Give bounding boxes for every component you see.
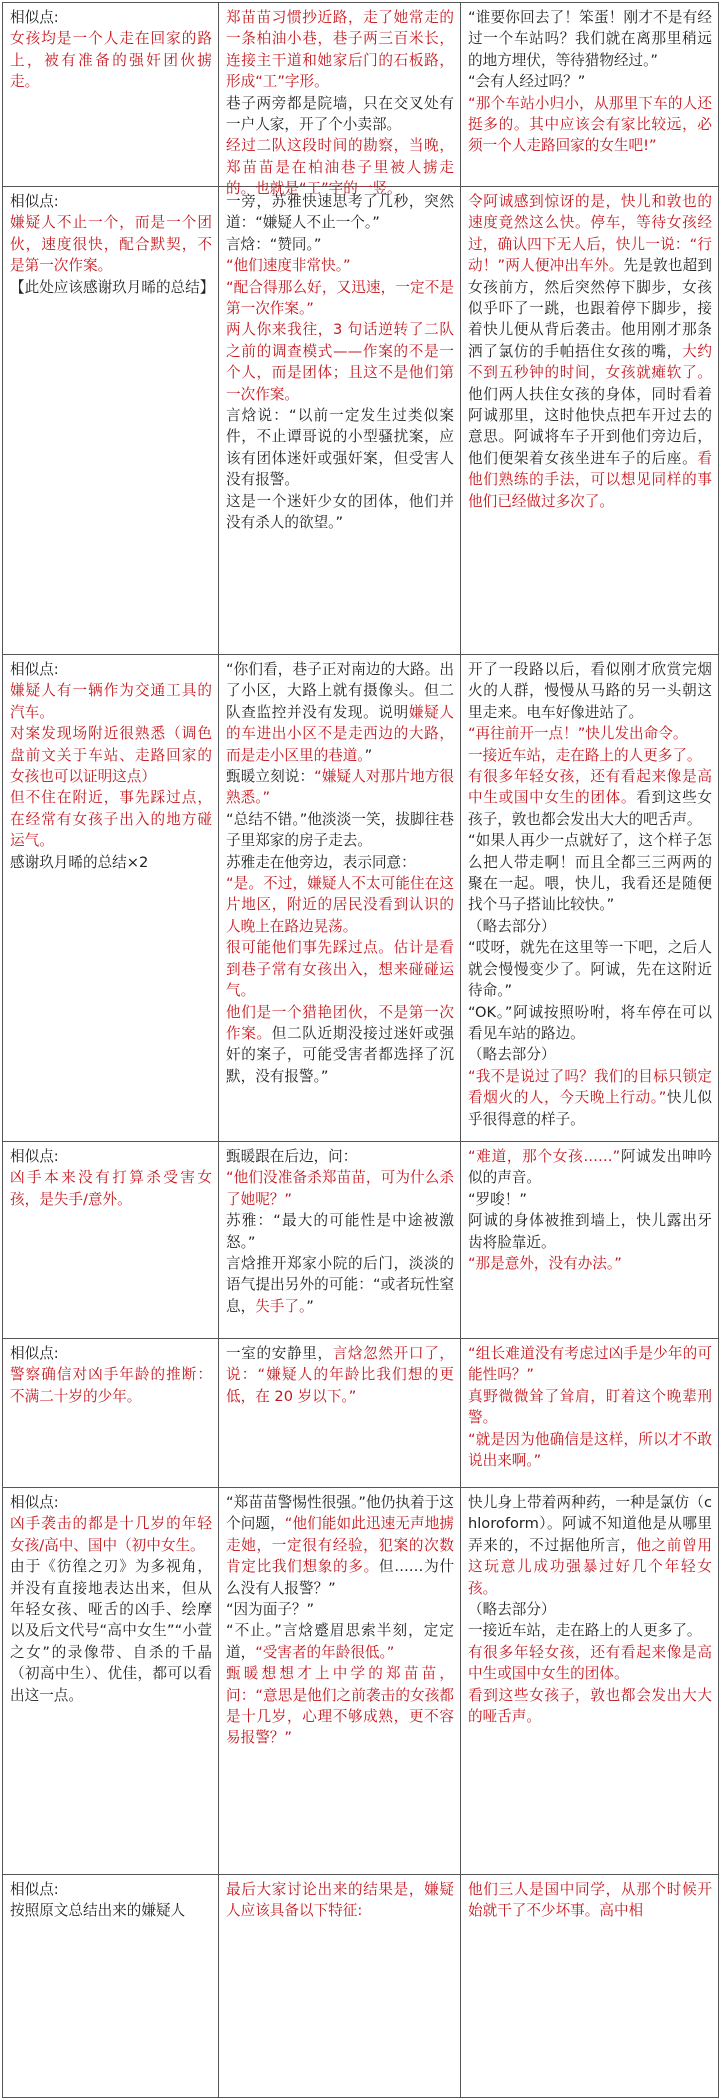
text-span: 言焓推开郑家小院的后门，淡淡的语气提出另外的可能：“或者玩性窒息， xyxy=(226,1255,454,1315)
novel-a-cell xyxy=(219,655,461,1141)
cell-paragraph: 言焓说：“以前一定发生过类似案件，不止谭哥说的小型骚扰案，应该有团体迷奸或强奸案，但受害人没有报警。 xyxy=(226,407,454,489)
highlight-span: “他们能如此迅速无声地掳走她，一定很有经验，犯案的次数肯定比我们想象的多。 xyxy=(226,1515,454,1576)
cell-paragraph: “总结不错。”他淡淡一笑，拔脚往巷子里郑家的房子走去。 xyxy=(226,810,454,850)
table-row xyxy=(3,187,719,655)
highlight-span: “受害者的年龄很低。” xyxy=(255,1643,395,1661)
cell-paragraph: 经过二队这段时间的勘察，当晚，郑苗苗是在柏油巷子里被人掳走的。也就是“工”字的一竖。 xyxy=(226,137,454,198)
comparison-table xyxy=(2,2,719,2098)
text-span: 但二队近期没接过迷奸或强奸的案子，可能受害者都选择了沉默，没有报警。” xyxy=(226,1024,454,1085)
table-row xyxy=(3,1142,719,1339)
text-span: 先是敦也超到女孩前方，然后突然停下脚步，女孩似乎吓了一跳，也跟着停下脚步，接着快儿便从背后袭击。他用刚才那条洒了氯仿的手帕捂住女孩的嘴， xyxy=(468,257,712,360)
cell-paragraph: 阿诚的身体被推到墙上，快儿露出牙齿将脸靠近。 xyxy=(468,1212,712,1251)
cell-paragraph: 女孩均是一个人走在回家的路上，被有准备的强奸团伙掳走。 xyxy=(10,30,212,91)
text-span: 一室的安静里， xyxy=(226,1345,333,1362)
cell-paragraph: “哎呀，就先在这里等一下吧，之后人就会慢慢变少了。阿诚，先在这附近待命。” xyxy=(468,939,712,1000)
highlight-span: 嫌疑人的车进出小区不是走西边的大路，而是走小区里的巷道。 xyxy=(226,703,454,764)
cell-paragraph: 相似点: xyxy=(10,1881,59,1898)
highlight-span: 有很多年轻女孩，还有看起来像是高中生或国中女生的团体。 xyxy=(468,768,712,807)
cell-paragraph: “会有人经过吗？” xyxy=(468,73,586,91)
cell-paragraph: 相似点: xyxy=(10,1345,59,1362)
table-row xyxy=(3,655,719,1142)
novel-b-cell xyxy=(461,187,719,654)
novel-a-cell xyxy=(219,1875,461,2097)
text-span: “你们看，巷子正对南边的大路。出了小区，大路上就有摄像头。但二队查监控并没有发现。说明 xyxy=(226,661,454,721)
cell-paragraph: 相似点: xyxy=(10,1494,59,1511)
cell-paragraph: 相似点: xyxy=(10,193,59,210)
highlight-span: 看他们熟练的手法，可以想见同样的事他们已经做过多次了。 xyxy=(468,449,712,510)
text-span: 阿诚发出呻吟似的声音。 xyxy=(468,1148,712,1187)
cell-paragraph: 这是一个迷奸少女的团体，他们并没有杀人的欲望。” xyxy=(226,492,454,532)
cell-paragraph: “他们没准备杀郑苗苗，可为什么杀了她呢？” xyxy=(226,1169,454,1208)
table-row xyxy=(3,3,719,198)
similarity-cell xyxy=(3,1875,219,2097)
cell-paragraph: 苏雅走在他旁边，表示同意： xyxy=(226,853,416,871)
cell-paragraph: 一旁，苏雅快速思考了几秒，突然道：“嫌疑人不止一个。” xyxy=(226,193,454,232)
cell-paragraph: 苏雅：“最大的可能性是中途被激怒。” xyxy=(226,1212,454,1251)
novel-b-cell xyxy=(461,1488,719,1874)
novel-a-cell xyxy=(219,3,461,198)
cell-paragraph: “罗唆！” xyxy=(468,1190,527,1208)
cell-paragraph: 由于《彷徨之刃》为多视角，并没有直接地表达出来，但从年轻女孩、哑舌的凶手、绘摩以及后文代号“高中女生”“小萱之女”的录像带、自杀的千晶（初高中生）、优佳，都可以看出这一点。 xyxy=(10,1558,212,1704)
cell-paragraph xyxy=(468,766,712,830)
cell-paragraph: 感谢玖月晞的总结×2 xyxy=(10,853,149,871)
cell-paragraph: 嫌疑人不止一个，而是一个团伙，速度很快，配合默契，不是第一次作案。 xyxy=(10,214,212,275)
cell-paragraph: 甄暖跟在后边，问： xyxy=(226,1148,358,1165)
cell-paragraph: “谁要你回去了！笨蛋！刚才不是有经过一个车站吗？我们就在离那里稍远的地方埋伏，等待猎物经过。” xyxy=(468,9,712,69)
cell-paragraph xyxy=(226,1492,454,1599)
novel-a-cell xyxy=(219,1142,461,1338)
cell-paragraph: （略去部分） xyxy=(468,917,556,935)
highlight-span: “嫌疑人对那片地方很熟悉。” xyxy=(226,768,454,807)
cell-paragraph: 相似点: xyxy=(10,9,59,26)
similarity-cell xyxy=(3,3,219,186)
cell-paragraph: 有很多年轻女孩，还有看起来像是高中生或国中女生的团体。 xyxy=(468,1643,712,1683)
cell-paragraph xyxy=(226,766,454,809)
cell-paragraph: “那个车站小归小，从那里下车的人还挺多的。其中应该会有家比较远，必须一个人走路回家的女生吧!” xyxy=(468,94,712,155)
highlight-span: “我不是说过了吗？我们的目标只锁定看烟火的人，今天晚上行动。” xyxy=(468,1067,712,1107)
highlight-span: “难道，那个女孩……” xyxy=(468,1148,621,1165)
similarity-cell xyxy=(3,1142,219,1338)
cell-paragraph: “OK。”阿诚按照吩咐，将车停在可以看见车站的路边。 xyxy=(468,1003,712,1042)
cell-paragraph: 真野微微耸了耸肩，盯着这个晚辈刑警。 xyxy=(468,1387,712,1427)
text-span: 甄暖立刻说： xyxy=(226,768,315,786)
cell-paragraph: 但不住在附近，事先踩过点，在经常有女孩子出入的地方碰运气。 xyxy=(10,789,212,850)
text-span: “不止。”言焓蹙眉思索半刻，定定道， xyxy=(226,1622,454,1661)
cell-paragraph xyxy=(468,1146,712,1189)
highlight-span: 他们是一个猎艳团伙，不是第一次作案。 xyxy=(226,1003,454,1042)
cell-paragraph: 他们三人是国中同学，从那个时候开始就干了不少坏事。高中相 xyxy=(468,1881,712,1920)
cell-paragraph xyxy=(226,1343,454,1407)
text-span: ” xyxy=(306,1297,314,1315)
highlight-span: 失手了。 xyxy=(255,1297,307,1315)
cell-paragraph: 【此处应该感谢玖月晞的总结】 xyxy=(10,278,215,296)
table-row xyxy=(3,1875,719,2098)
cell-paragraph: 凶手袭击的都是十几岁的年轻女孩/高中、国中（初中女生。 xyxy=(10,1515,212,1554)
highlight-span: 言焓忽然开口了，说：“嫌疑人的年龄比我们想的更低，在 20 岁以下。” xyxy=(226,1345,454,1405)
cell-paragraph: （略去部分） xyxy=(468,1601,556,1619)
highlight-span: 他之前曾用这玩意儿成功强暴过好几个年轻女孩。 xyxy=(468,1536,712,1597)
table-row xyxy=(3,1339,719,1488)
text-span: 快儿似乎很得意的样子。 xyxy=(468,1089,712,1128)
cell-paragraph xyxy=(226,1002,454,1088)
cell-paragraph xyxy=(226,1620,454,1663)
cell-paragraph xyxy=(468,191,712,512)
cell-paragraph: 相似点: xyxy=(10,1148,59,1165)
cell-paragraph: 看到这些女孩子，敦也都会发出大大的哑舌声。 xyxy=(468,1686,712,1726)
cell-paragraph: “就是因为他确信是这样，所以才不敢说出来啊。” xyxy=(468,1430,712,1470)
cell-paragraph: 巷子两旁都是院墙，只在交叉处有一户人家，开了个小卖部。 xyxy=(226,94,454,134)
novel-b-cell xyxy=(461,655,719,1141)
novel-a-cell xyxy=(219,187,461,654)
cell-paragraph: 两人你来我往，3 句话逆转了二队之前的调查模式——作案的不是一个人，而是团体；且这不是他们第一次作案。 xyxy=(226,321,454,403)
highlight-span: 大约不到五秒钟的时间，女孩就瘫软了。 xyxy=(468,342,712,382)
cell-paragraph: 按照原文总结出来的嫌疑人 xyxy=(10,1902,186,1920)
similarity-cell xyxy=(3,1488,219,1874)
cell-paragraph: 最后大家讨论出来的结果是，嫌疑人应该具备以下特征: xyxy=(226,1881,454,1920)
cell-paragraph: 言焓：“赞同。” xyxy=(226,235,322,253)
cell-paragraph: 警察确信对凶手年龄的推断：不满二十岁的少年。 xyxy=(10,1366,212,1405)
text-span: ” xyxy=(364,746,373,764)
text-span: “郑苗苗警惕性很强。”他仍执着于这个问题， xyxy=(226,1494,454,1533)
similarity-cell xyxy=(3,1339,219,1487)
cell-paragraph: “他们速度非常快。” xyxy=(226,257,351,275)
text-span: 快儿身上带着两种药，一种是氯仿（chloroform）。阿诚不知道他是从哪里弄来的，不过据他所言， xyxy=(468,1494,712,1554)
cell-paragraph: 甄暖想想才上中学的郑苗苗，问：“意思是他们之前袭击的女孩都是十几岁，心理不够成熟，更不容易报警？” xyxy=(226,1665,454,1747)
cell-paragraph: 嫌疑人有一辆作为交通工具的汽车。 xyxy=(10,682,212,721)
novel-a-cell xyxy=(219,1339,461,1487)
novel-b-cell xyxy=(461,3,719,186)
cell-paragraph xyxy=(468,1066,712,1130)
cell-paragraph: “组长难道没有考虑过凶手是少年的可能性吗？” xyxy=(468,1345,712,1384)
cell-paragraph: 很可能他们事先踩过点。估计是看到巷子常有女孩出入，想来碰碰运气。 xyxy=(226,939,454,1000)
cell-paragraph: 凶手本来没有打算杀受害女孩，是失手/意外。 xyxy=(10,1169,212,1208)
text-span: 看到这些女孩子，敦也都会发出大大的吧舌声。 xyxy=(468,789,712,828)
text-span: 他们两人扶住女孩的身体，同时看着阿诚那里，这时他快点把车开过去的意思。阿诚将车子开到他们旁边后，他们便架着女孩坐进车子的后座。 xyxy=(468,385,712,467)
cell-paragraph: 一接近车站，走在路上的人更多了。 xyxy=(468,746,702,764)
cell-paragraph xyxy=(468,1492,712,1599)
cell-paragraph: （略去部分） xyxy=(468,1046,556,1064)
highlight-span: 令阿诚感到惊讶的是，快儿和敦也的速度竟然这么快。停车，等待女孩经过，确认四下无人后，快儿一说：“行动！”两人便冲出车外。 xyxy=(468,193,712,275)
table-row xyxy=(3,1488,719,1875)
cell-paragraph: “配合得那么好，又迅速，一定不是第一次作案。” xyxy=(226,278,454,318)
cell-paragraph xyxy=(226,659,454,766)
novel-b-cell xyxy=(461,1875,719,2097)
novel-b-cell xyxy=(461,1339,719,1487)
cell-paragraph: 郑苗苗习惯抄近路，走了她常走的一条柏油小巷，巷子两三百米长，连接主干道和她家后门的石板路，形成“工”字形。 xyxy=(226,9,454,91)
cell-paragraph: 一接近车站，走在路上的人更多了。 xyxy=(468,1622,702,1640)
cell-paragraph: “是。不过，嫌疑人不太可能住在这片地区，附近的居民没看到认识的人晚上在路边晃荡。 xyxy=(226,875,454,935)
novel-b-cell xyxy=(461,1142,719,1338)
novel-a-cell xyxy=(219,1488,461,1874)
cell-paragraph: “再往前开一点！”快儿发出命令。 xyxy=(468,725,688,743)
similarity-cell xyxy=(3,187,219,654)
text-span: 但……为什么没有人报警？” xyxy=(226,1558,454,1597)
cell-paragraph xyxy=(226,1253,454,1317)
cell-paragraph: “因为面子？” xyxy=(226,1601,315,1619)
similarity-cell xyxy=(3,655,219,1141)
cell-paragraph: “如果人再少一点就好了，这个样子怎么把人带走啊！而且全都三三两两的聚在一起。喂，快儿，我看还是随便找个马子搭讪比较快。” xyxy=(468,832,712,914)
cell-paragraph: “那是意外，没有办法。” xyxy=(468,1255,622,1273)
cell-paragraph: 相似点: xyxy=(10,661,59,678)
cell-paragraph: 开了一段路以后，看似刚才欣赏完烟火的人群，慢慢从马路的另一头朝这里走来。电车好像进站了。 xyxy=(468,661,712,721)
cell-paragraph: 对案发现场附近很熟悉（调色盘前文关于车站、走路回家的女孩也可以证明这点） xyxy=(10,725,212,786)
